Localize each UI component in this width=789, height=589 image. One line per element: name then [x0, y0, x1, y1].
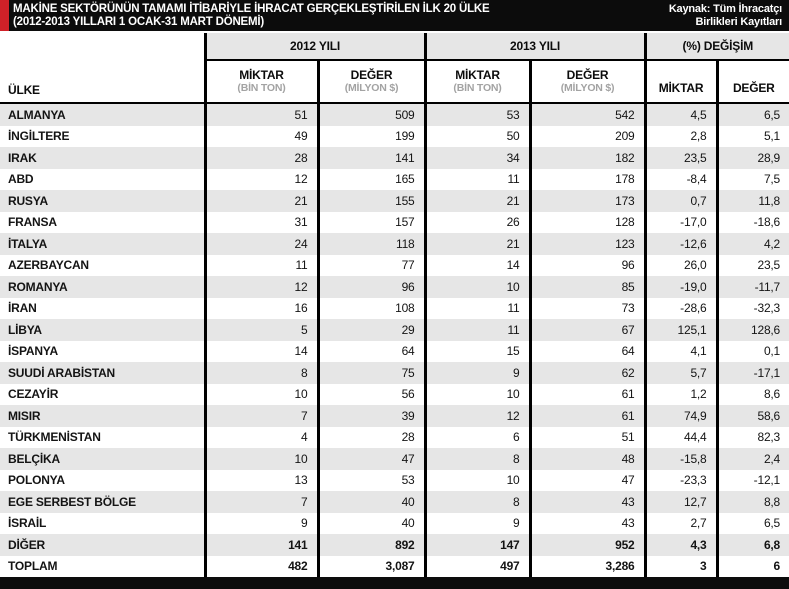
country-cell: TÜRKMENİSTAN	[0, 427, 205, 449]
red-accent-bar	[0, 0, 9, 31]
value-cell-2012-miktar: 21	[205, 190, 318, 212]
value-cell-2012-miktar: 13	[205, 470, 318, 492]
value-cell-2012-deger: 96	[318, 276, 425, 298]
country-cell: İNGİLTERE	[0, 126, 205, 148]
value-cell-change-deger: -11,7	[717, 276, 789, 298]
value-cell-2013-miktar: 9	[425, 362, 530, 384]
value-cell-2012-miktar: 141	[205, 534, 318, 556]
value-cell-2012-miktar: 7	[205, 491, 318, 513]
country-cell: MISIR	[0, 405, 205, 427]
value-cell-2012-deger: 157	[318, 212, 425, 234]
value-cell-2013-deger: 64	[530, 341, 645, 363]
table-row	[0, 341, 789, 363]
col-header-2013-deger	[530, 60, 645, 103]
value-cell-2013-deger: 47	[530, 470, 645, 492]
value-cell-change-deger: 6,5	[717, 103, 789, 126]
col-header-unit: (BİN TON)	[237, 81, 286, 94]
sub-header-row	[0, 60, 789, 103]
value-cell-change-deger: 6,5	[717, 513, 789, 535]
value-cell-2013-deger: 61	[530, 405, 645, 427]
table-row	[0, 190, 789, 212]
group-header-2012: 2012 YILI	[205, 33, 425, 60]
value-cell-2013-miktar: 14	[425, 255, 530, 277]
value-cell-2013-miktar: 21	[425, 190, 530, 212]
value-cell-2012-deger: 165	[318, 169, 425, 191]
value-cell-2012-deger: 40	[318, 513, 425, 535]
country-cell: RUSYA	[0, 190, 205, 212]
value-cell-change-deger: 23,5	[717, 255, 789, 277]
table-body	[0, 103, 789, 577]
value-cell-2013-deger: 542	[530, 103, 645, 126]
value-cell-change-deger: 128,6	[717, 319, 789, 341]
value-cell-2012-miktar: 482	[205, 556, 318, 578]
value-cell-2012-miktar: 24	[205, 233, 318, 255]
table-row	[0, 427, 789, 449]
value-cell-change-miktar: -12,6	[645, 233, 717, 255]
table-row	[0, 513, 789, 535]
value-cell-2012-miktar: 49	[205, 126, 318, 148]
value-cell-change-miktar: 3	[645, 556, 717, 578]
table-row	[0, 470, 789, 492]
value-cell-2012-miktar: 4	[205, 427, 318, 449]
col-header-label: MİKTAR	[658, 81, 704, 95]
value-cell-2013-deger: 43	[530, 491, 645, 513]
col-header-change-deger	[717, 60, 789, 103]
value-cell-2013-deger: 128	[530, 212, 645, 234]
value-cell-2013-miktar: 8	[425, 491, 530, 513]
country-cell: FRANSA	[0, 212, 205, 234]
country-cell: ALMANYA	[0, 103, 205, 126]
value-cell-2013-miktar: 10	[425, 470, 530, 492]
value-cell-change-miktar: 74,9	[645, 405, 717, 427]
value-cell-2013-deger: 43	[530, 513, 645, 535]
value-cell-2012-deger: 118	[318, 233, 425, 255]
value-cell-change-deger: 58,6	[717, 405, 789, 427]
value-cell-2013-deger: 48	[530, 448, 645, 470]
value-cell-2012-deger: 56	[318, 384, 425, 406]
value-cell-2013-miktar: 10	[425, 384, 530, 406]
country-cell: SUUDİ ARABİSTAN	[0, 362, 205, 384]
value-cell-change-deger: 7,5	[717, 169, 789, 191]
table-row	[0, 126, 789, 148]
table-row	[0, 147, 789, 169]
table-row	[0, 491, 789, 513]
value-cell-2012-deger: 40	[318, 491, 425, 513]
value-cell-2013-deger: 62	[530, 362, 645, 384]
country-cell: İSPANYA	[0, 341, 205, 363]
value-cell-2012-miktar: 12	[205, 169, 318, 191]
value-cell-2012-miktar: 8	[205, 362, 318, 384]
value-cell-2013-deger: 123	[530, 233, 645, 255]
value-cell-2013-miktar: 147	[425, 534, 530, 556]
value-cell-2012-miktar: 14	[205, 341, 318, 363]
value-cell-2012-miktar: 51	[205, 103, 318, 126]
col-header-label: MİKTAR	[239, 67, 284, 82]
value-cell-change-deger: 11,8	[717, 190, 789, 212]
value-cell-2012-deger: 892	[318, 534, 425, 556]
value-cell-change-deger: 2,4	[717, 448, 789, 470]
value-cell-2013-deger: 209	[530, 126, 645, 148]
value-cell-change-miktar: 2,8	[645, 126, 717, 148]
value-cell-change-miktar: -8,4	[645, 169, 717, 191]
value-cell-2012-deger: 64	[318, 341, 425, 363]
table-row	[0, 103, 789, 126]
value-cell-2012-deger: 509	[318, 103, 425, 126]
value-cell-2012-miktar: 5	[205, 319, 318, 341]
country-cell: İSRAİL	[0, 513, 205, 535]
table-row	[0, 405, 789, 427]
col-header-label: DEĞER	[732, 81, 775, 95]
group-header-change: (%) DEĞİŞİM	[645, 33, 789, 60]
table-row	[0, 384, 789, 406]
country-cell: İRAN	[0, 298, 205, 320]
value-cell-2012-deger: 77	[318, 255, 425, 277]
value-cell-2013-deger: 85	[530, 276, 645, 298]
table-row	[0, 276, 789, 298]
value-cell-2013-miktar: 11	[425, 298, 530, 320]
table-row	[0, 319, 789, 341]
value-cell-2012-miktar: 10	[205, 448, 318, 470]
value-cell-2012-deger: 155	[318, 190, 425, 212]
value-cell-2012-deger: 108	[318, 298, 425, 320]
value-cell-2013-miktar: 34	[425, 147, 530, 169]
table-row	[0, 534, 789, 556]
value-cell-change-miktar: 4,3	[645, 534, 717, 556]
value-cell-2012-miktar: 7	[205, 405, 318, 427]
value-cell-change-deger: 5,1	[717, 126, 789, 148]
export-table	[0, 33, 789, 577]
col-header-unit: (MİLYON $)	[560, 81, 615, 94]
country-cell: LİBYA	[0, 319, 205, 341]
value-cell-change-deger: -18,6	[717, 212, 789, 234]
value-cell-2013-miktar: 6	[425, 427, 530, 449]
value-cell-2013-miktar: 53	[425, 103, 530, 126]
value-cell-change-miktar: -15,8	[645, 448, 717, 470]
value-cell-change-miktar: 5,7	[645, 362, 717, 384]
title-bar	[0, 0, 789, 31]
value-cell-change-miktar: 0,7	[645, 190, 717, 212]
value-cell-change-miktar: 44,4	[645, 427, 717, 449]
value-cell-change-miktar: -19,0	[645, 276, 717, 298]
value-cell-change-deger: 6	[717, 556, 789, 578]
value-cell-change-miktar: 4,5	[645, 103, 717, 126]
table-row	[0, 556, 789, 578]
value-cell-change-miktar: 2,7	[645, 513, 717, 535]
title-line-1: MAKİNE SEKTÖRÜNÜN TAMAMI İTİBARİYLE İHRACAT GERÇEKLEŞTİRİLEN İLK 20 ÜLKE	[13, 2, 490, 15]
value-cell-2013-deger: 51	[530, 427, 645, 449]
country-column-header: ÜLKE	[0, 60, 205, 103]
value-cell-2012-miktar: 31	[205, 212, 318, 234]
value-cell-change-miktar: 12,7	[645, 491, 717, 513]
value-cell-2012-deger: 28	[318, 427, 425, 449]
table-row	[0, 255, 789, 277]
value-cell-2012-deger: 53	[318, 470, 425, 492]
country-cell: DİĞER	[0, 534, 205, 556]
value-cell-2013-miktar: 50	[425, 126, 530, 148]
value-cell-change-deger: 0,1	[717, 341, 789, 363]
table-row	[0, 233, 789, 255]
country-cell: AZERBAYCAN	[0, 255, 205, 277]
value-cell-2012-miktar: 11	[205, 255, 318, 277]
value-cell-2012-deger: 39	[318, 405, 425, 427]
value-cell-2013-miktar: 10	[425, 276, 530, 298]
value-cell-change-miktar: -28,6	[645, 298, 717, 320]
table-row	[0, 448, 789, 470]
value-cell-2012-deger: 29	[318, 319, 425, 341]
value-cell-2013-deger: 182	[530, 147, 645, 169]
table-row	[0, 362, 789, 384]
value-cell-change-deger: -17,1	[717, 362, 789, 384]
country-header-spacer	[0, 33, 205, 60]
value-cell-change-miktar: 125,1	[645, 319, 717, 341]
value-cell-change-deger: -32,3	[717, 298, 789, 320]
table-row	[0, 212, 789, 234]
value-cell-2013-deger: 96	[530, 255, 645, 277]
value-cell-change-deger: 82,3	[717, 427, 789, 449]
country-cell: EGE SERBEST BÖLGE	[0, 491, 205, 513]
country-cell: IRAK	[0, 147, 205, 169]
value-cell-2013-deger: 73	[530, 298, 645, 320]
group-header-row	[0, 33, 789, 60]
col-header-unit: (BİN TON)	[453, 81, 502, 94]
value-cell-2013-miktar: 21	[425, 233, 530, 255]
value-cell-2012-miktar: 28	[205, 147, 318, 169]
value-cell-2012-deger: 47	[318, 448, 425, 470]
value-cell-change-deger: 6,8	[717, 534, 789, 556]
value-cell-change-miktar: 4,1	[645, 341, 717, 363]
country-cell: CEZAYİR	[0, 384, 205, 406]
table-row	[0, 298, 789, 320]
country-cell: İTALYA	[0, 233, 205, 255]
value-cell-2013-deger: 3,286	[530, 556, 645, 578]
value-cell-2013-miktar: 497	[425, 556, 530, 578]
value-cell-change-deger: 28,9	[717, 147, 789, 169]
value-cell-2013-deger: 952	[530, 534, 645, 556]
value-cell-2012-deger: 75	[318, 362, 425, 384]
col-header-2013-miktar	[425, 60, 530, 103]
col-header-2012-miktar	[205, 60, 318, 103]
value-cell-change-miktar: 23,5	[645, 147, 717, 169]
source-line-2: Birlikleri Kayıtları	[695, 15, 782, 28]
value-cell-2012-miktar: 12	[205, 276, 318, 298]
value-cell-change-miktar: 1,2	[645, 384, 717, 406]
value-cell-2013-deger: 67	[530, 319, 645, 341]
col-header-change-miktar	[645, 60, 717, 103]
value-cell-2012-deger: 3,087	[318, 556, 425, 578]
value-cell-2013-deger: 173	[530, 190, 645, 212]
country-cell: POLONYA	[0, 470, 205, 492]
value-cell-2012-deger: 199	[318, 126, 425, 148]
value-cell-change-deger: 8,6	[717, 384, 789, 406]
source-line-1: Kaynak: Tüm İhracatçı	[668, 2, 782, 15]
value-cell-2013-deger: 178	[530, 169, 645, 191]
value-cell-2013-miktar: 9	[425, 513, 530, 535]
bottom-black-bar	[0, 577, 789, 589]
col-header-label: DEĞER	[350, 67, 393, 82]
value-cell-change-deger: -12,1	[717, 470, 789, 492]
col-header-label: DEĞER	[566, 67, 609, 82]
value-cell-2013-deger: 61	[530, 384, 645, 406]
value-cell-change-miktar: 26,0	[645, 255, 717, 277]
value-cell-2013-miktar: 11	[425, 319, 530, 341]
value-cell-2013-miktar: 12	[425, 405, 530, 427]
value-cell-change-deger: 8,8	[717, 491, 789, 513]
col-header-unit: (MİLYON $)	[344, 81, 399, 94]
value-cell-2012-miktar: 9	[205, 513, 318, 535]
page-title	[13, 3, 489, 29]
col-header-2012-deger	[318, 60, 425, 103]
value-cell-2012-miktar: 16	[205, 298, 318, 320]
value-cell-2013-miktar: 26	[425, 212, 530, 234]
value-cell-change-miktar: -17,0	[645, 212, 717, 234]
value-cell-2012-miktar: 10	[205, 384, 318, 406]
table-row	[0, 169, 789, 191]
value-cell-change-miktar: -23,3	[645, 470, 717, 492]
country-cell: BELÇİKA	[0, 448, 205, 470]
country-cell: TOPLAM	[0, 556, 205, 578]
value-cell-2013-miktar: 15	[425, 341, 530, 363]
country-cell: ROMANYA	[0, 276, 205, 298]
value-cell-change-deger: 4,2	[717, 233, 789, 255]
source-note	[669, 3, 782, 29]
value-cell-2012-deger: 141	[318, 147, 425, 169]
value-cell-2013-miktar: 11	[425, 169, 530, 191]
value-cell-2013-miktar: 8	[425, 448, 530, 470]
col-header-label: MİKTAR	[455, 67, 500, 82]
country-cell: ABD	[0, 169, 205, 191]
group-header-2013: 2013 YILI	[425, 33, 645, 60]
title-line-2: (2012-2013 YILLARI 1 OCAK-31 MART DÖNEMİ)	[13, 15, 265, 28]
